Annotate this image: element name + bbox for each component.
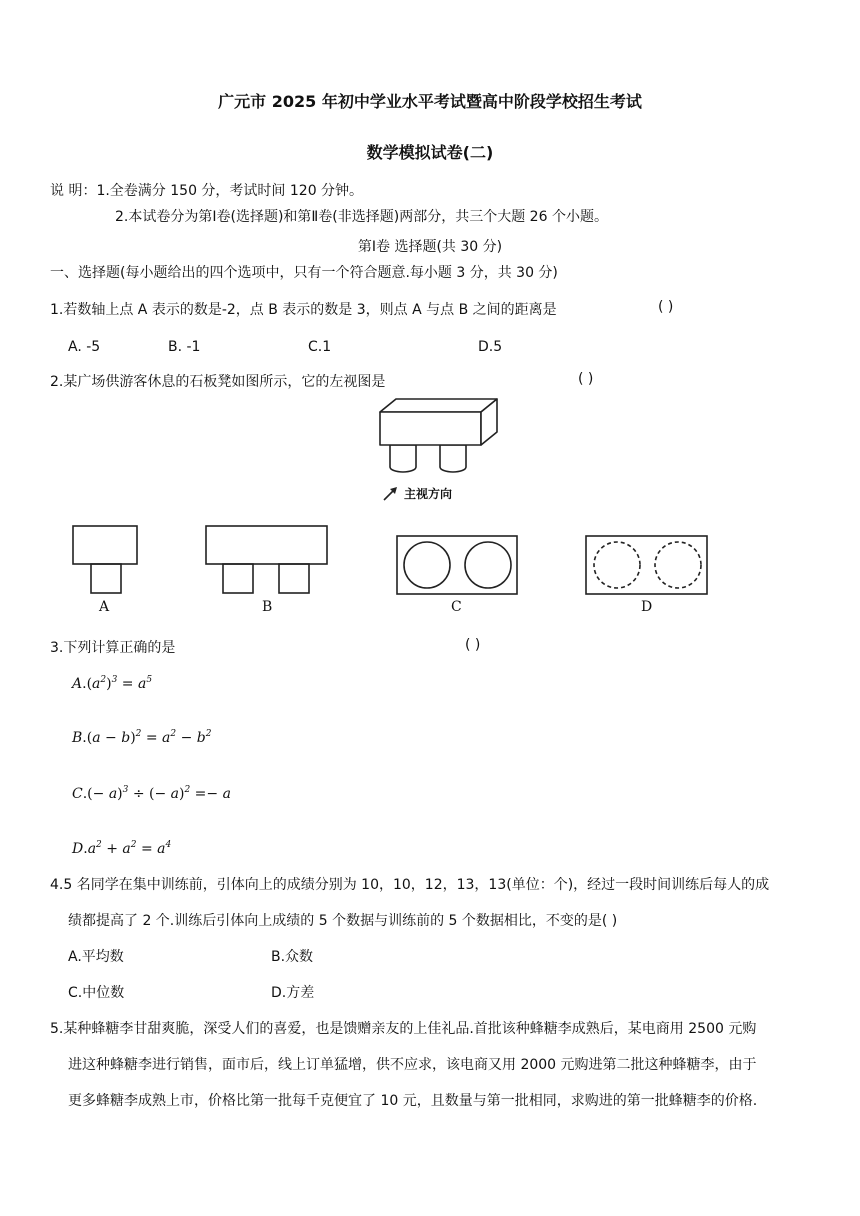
q3-option-c: $C.(- a)^3$ ÷ (− a)$^2$ =− a <box>72 785 231 802</box>
exam-title: 广元市 2025 年初中学业水平考试暨高中阶段学校招生考试 <box>218 92 642 111</box>
q2-answer-paren: ( ) <box>578 371 594 387</box>
q4-option-d: D.方差 <box>271 985 315 1001</box>
bench-figure <box>370 395 505 495</box>
q1-option-b: B. -1 <box>168 339 201 355</box>
q3-option-d: $D.a^2 + a^2 = a^4$ <box>72 840 172 857</box>
q2-option-d-figure <box>585 535 709 597</box>
view-direction-label: 主视方向 <box>404 487 453 501</box>
q2-option-a-label: A <box>99 599 110 615</box>
q5-stem-line-3: 更多蜂糖李成熟上市，价格比第一批每千克便宜了 10 元，且数量与第一批相同，求购进的第一批蜂糖李的价格. <box>68 1093 758 1109</box>
part1-heading: 第Ⅰ卷 选择题(共 30 分) <box>357 239 503 255</box>
q2-option-c-figure <box>396 535 519 597</box>
q1-answer-paren: ( ) <box>658 299 674 315</box>
q4-option-b: B.众数 <box>271 949 314 965</box>
q4-option-c: C.中位数 <box>68 985 125 1001</box>
notes-line-2: 2.本试卷分为第Ⅰ卷(选择题)和第Ⅱ卷(非选择题)两部分，共三个大题 26 个小题。 <box>115 209 608 225</box>
notes-line-1: 说 明：1.全卷满分 150 分，考试时间 120 分钟。 <box>50 183 364 199</box>
q1-stem: 1.若数轴上点 A 表示的数是-2，点 B 表示的数是 3，则点 A 与点 B 之间的距离是 <box>50 302 557 318</box>
q3-answer-paren: ( ) <box>465 637 481 653</box>
q1-option-c: C.1 <box>308 339 332 355</box>
q4-stem-line-1: 4.5 名同学在集中训练前，引体向上的成绩分别为 10，10，12，13，13(单位：个)，经过一段时间训练后每人的成 <box>50 877 770 893</box>
q1-option-d: D.5 <box>478 339 503 355</box>
q1-option-a: A. -5 <box>68 339 101 355</box>
q2-option-b-label: B <box>262 599 273 615</box>
q2-stem: 2.某广场供游客休息的石板凳如图所示，它的左视图是 <box>50 374 386 390</box>
q2-option-a-figure <box>72 525 140 595</box>
q5-stem-line-1: 5.某种蜂糖李甘甜爽脆，深受人们的喜爱，也是馈赠亲友的上佳礼品.首批该种蜂糖李成熟后，某电商用 2500 元购 <box>50 1021 757 1037</box>
arrow-icon <box>382 484 402 504</box>
q4-stem-line-2: 绩都提高了 2 个.训练后引体向上成绩的 5 个数据与训练前的 5 个数据相比，不变的是( ) <box>68 913 618 929</box>
q2-option-c-label: C <box>451 599 462 615</box>
q5-stem-line-2: 进这种蜂糖李进行销售，面市后，线上订单猛增，供不应求，该电商又用 2000 元购进第二批这种蜂糖李，由于 <box>68 1057 757 1073</box>
q2-option-d-label: D <box>641 599 653 615</box>
q3-option-a: $A.(a^2)^3 = a^5$ <box>72 675 153 692</box>
q4-option-a: A.平均数 <box>68 949 124 965</box>
q2-option-b-figure <box>205 525 330 595</box>
exam-subtitle: 数学模拟试卷(二) <box>366 143 494 162</box>
q3-option-b: $B.(a - b)^2 = a^2 - b^2$ <box>72 729 212 746</box>
q3-stem: 3.下列计算正确的是 <box>50 640 176 656</box>
section1-heading: 一、选择题(每小题给出的四个选项中，只有一个符合题意.每小题 3 分，共 30 分) <box>50 265 558 281</box>
